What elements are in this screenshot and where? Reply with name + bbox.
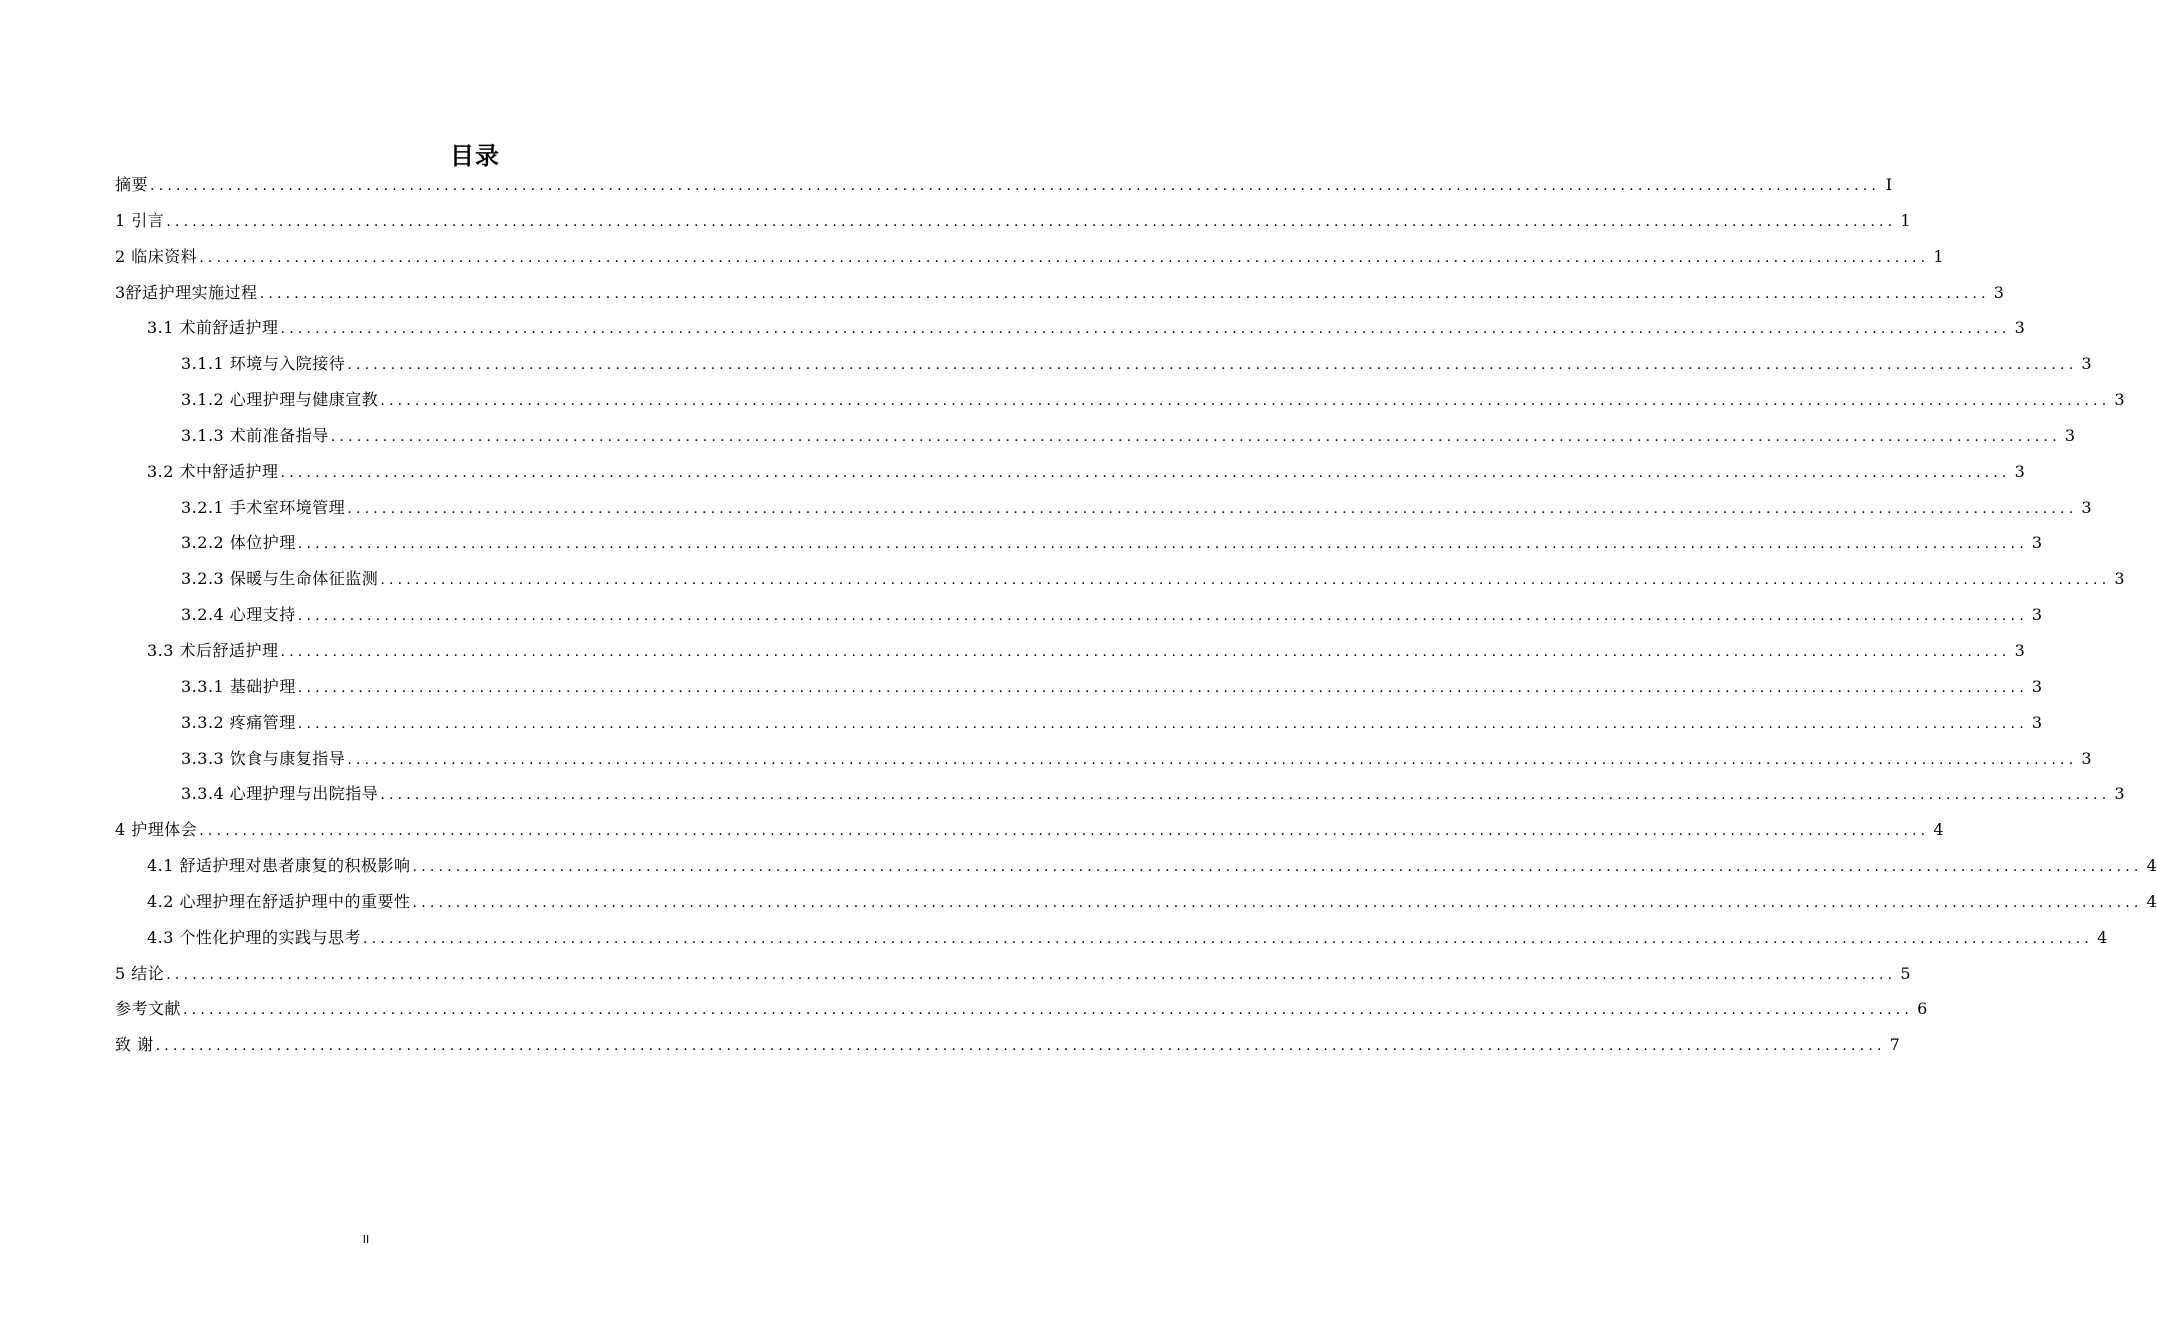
toc-entry-label: 3.2.1 手术室环境管理 — [181, 497, 346, 517]
toc-entry-page: 5 — [1900, 963, 1911, 983]
toc-dot-leader: ........................................................................................................................................................................................................ — [280, 464, 2011, 481]
toc-dot-leader: ........................................................................................................................................................................................................ — [380, 572, 2111, 589]
page-number: II — [362, 1233, 370, 1246]
toc-dot-leader: ........................................................................................................................................................................................................ — [380, 787, 2111, 804]
toc-entry-page: 3 — [2114, 390, 2125, 410]
toc-entry-page: 3 — [2014, 640, 2025, 660]
toc-entry-label: 4.3 个性化护理的实践与思考 — [147, 927, 362, 947]
toc-entry-page: 3 — [2031, 712, 2043, 732]
toc-entry-page: 3 — [2081, 497, 2092, 517]
toc-entry-page: 4 — [1933, 820, 1944, 840]
toc-dot-leader: ........................................................................................................................................................................................................ — [166, 213, 1897, 230]
toc-entry-page: 3 — [1993, 282, 2004, 302]
toc-dot-leader: ........................................................................................................................................................................................................ — [347, 751, 2078, 768]
toc-entry-label: 3.2.2 体位护理 — [181, 533, 296, 553]
toc-entry-label: 参考文献 — [115, 999, 182, 1019]
toc-dot-leader: ........................................................................................................................................................................................................ — [363, 930, 2094, 947]
toc-entry-page: 3 — [2031, 676, 2043, 696]
toc-list — [115, 167, 2157, 1063]
toc-entry-page: 3 — [2081, 748, 2092, 768]
toc-entry[interactable] — [115, 525, 2043, 561]
toc-entry[interactable] — [115, 776, 2125, 812]
toc-dot-leader: ........................................................................................................................................................................................................ — [347, 500, 2078, 517]
toc-entry[interactable] — [115, 490, 2092, 526]
toc-entry[interactable] — [115, 884, 2157, 920]
toc-entry-label: 4 护理体会 — [115, 820, 198, 840]
toc-entry[interactable] — [115, 741, 2092, 777]
toc-entry-page: 3 — [2031, 533, 2043, 553]
toc-dot-leader: ........................................................................................................................................................................................................ — [297, 679, 2028, 696]
toc-entry[interactable] — [115, 669, 2043, 705]
toc-dot-leader: ........................................................................................................................................................................................................ — [183, 1002, 1914, 1019]
toc-entry-label: 3.1 术前舒适护理 — [147, 318, 279, 338]
toc-entry-page: 3 — [2014, 318, 2025, 338]
toc-entry[interactable] — [115, 346, 2092, 382]
toc-entry-page: 1 — [1933, 246, 1944, 266]
toc-dot-leader: ........................................................................................................................................................................................................ — [199, 823, 1930, 840]
toc-entry-label: 摘要 — [115, 175, 149, 194]
toc-entry-page: 4 — [2097, 927, 2108, 947]
toc-entry-label: 5 结论 — [115, 963, 165, 983]
toc-entry-label: 3.2.3 保暖与生命体征监测 — [181, 569, 379, 589]
toc-entry-label: 3.1.2 心理护理与健康宣教 — [181, 390, 379, 410]
toc-entry-label: 3.2 术中舒适护理 — [147, 461, 279, 481]
toc-entry-label: 1 引言 — [115, 210, 165, 230]
toc-entry[interactable] — [115, 418, 2076, 454]
toc-entry[interactable] — [115, 812, 1944, 848]
toc-dot-leader: ........................................................................................................................................................................................................ — [280, 321, 2011, 338]
toc-entry[interactable] — [115, 848, 2157, 884]
toc-entry-label: 4.1 舒适护理对患者康复的积极影响 — [147, 856, 411, 876]
toc-dot-leader: ........................................................................................................................................................................................................ — [297, 536, 2028, 553]
toc-entry[interactable] — [115, 633, 2025, 669]
toc-entry-label: 3.3.1 基础护理 — [181, 676, 296, 696]
toc-dot-leader: ........................................................................................................................................................................................................ — [166, 966, 1897, 983]
toc-entry[interactable] — [115, 203, 1911, 239]
toc-entry-page: 3 — [2064, 425, 2076, 445]
toc-entry[interactable] — [115, 705, 2043, 741]
toc-entry[interactable] — [115, 239, 1944, 275]
toc-entry[interactable] — [115, 561, 2125, 597]
toc-dot-leader: ........................................................................................................................................................................................................ — [412, 894, 2143, 911]
toc-entry-page: 3 — [2081, 354, 2092, 374]
toc-entry[interactable] — [115, 597, 2043, 633]
toc-entry-label: 3.1.3 术前准备指导 — [181, 425, 329, 445]
toc-entry-label: 3.1.1 环境与入院接待 — [181, 354, 346, 374]
toc-entry[interactable] — [115, 991, 1928, 1027]
toc-entry-page: 3 — [2114, 784, 2125, 804]
toc-entry-label: 3舒适护理实施过程 — [115, 282, 258, 302]
toc-dot-leader: ........................................................................................................................................................................................................ — [297, 715, 2028, 732]
toc-entry[interactable] — [115, 1027, 1900, 1063]
toc-entry-label: 3.3.3 饮食与康复指导 — [181, 748, 346, 768]
toc-entry-page: 3 — [2031, 605, 2043, 625]
toc-dot-leader: ........................................................................................................................................................................................................ — [259, 285, 1990, 302]
toc-entry-label: 3.3 术后舒适护理 — [147, 640, 279, 660]
toc-entry-page: 4 — [2146, 891, 2157, 911]
toc-dot-leader: ........................................................................................................................................................................................................ — [155, 1038, 1886, 1055]
toc-dot-leader: ........................................................................................................................................................................................................ — [297, 608, 2028, 625]
toc-dot-leader: ........................................................................................................................................................................................................ — [412, 859, 2143, 876]
toc-entry-label: 2 临床资料 — [115, 246, 198, 266]
toc-entry-page: 7 — [1889, 1035, 1900, 1055]
toc-entry-page: 3 — [2114, 569, 2125, 589]
toc-dot-leader: ........................................................................................................................................................................................................ — [380, 393, 2111, 410]
toc-dot-leader: ........................................................................................................................................................................................................ — [199, 249, 1930, 266]
toc-entry[interactable] — [115, 275, 2004, 311]
toc-dot-leader: ........................................................................................................................................................................................................ — [330, 428, 2061, 445]
toc-entry-page: 3 — [2014, 461, 2025, 481]
toc-entry-page: 1 — [1900, 210, 1911, 230]
toc-entry[interactable] — [115, 167, 1893, 203]
toc-dot-leader: ........................................................................................................................................................................................................ — [347, 357, 2078, 374]
toc-entry-label: 3.3.2 疼痛管理 — [181, 712, 296, 732]
toc-entry-label: 4.2 心理护理在舒适护理中的重要性 — [147, 891, 411, 911]
toc-entry-page: 4 — [2146, 856, 2157, 876]
toc-entry[interactable] — [115, 382, 2125, 418]
toc-entry-page: I — [1885, 175, 1893, 194]
toc-entry-label: 致 谢 — [115, 1035, 154, 1055]
toc-entry-label: 3.2.4 心理支持 — [181, 605, 296, 625]
toc-entry[interactable] — [115, 454, 2025, 490]
toc-entry-label: 3.3.4 心理护理与出院指导 — [181, 784, 379, 804]
toc-entry-page: 6 — [1917, 999, 1928, 1019]
toc-title: 目录 — [450, 142, 500, 171]
toc-entry[interactable] — [115, 920, 2108, 956]
toc-dot-leader: ........................................................................................................................................................................................................ — [150, 178, 1881, 194]
toc-dot-leader: ........................................................................................................................................................................................................ — [280, 643, 2011, 660]
toc-entry[interactable] — [115, 956, 1911, 992]
toc-entry[interactable] — [115, 310, 2025, 346]
